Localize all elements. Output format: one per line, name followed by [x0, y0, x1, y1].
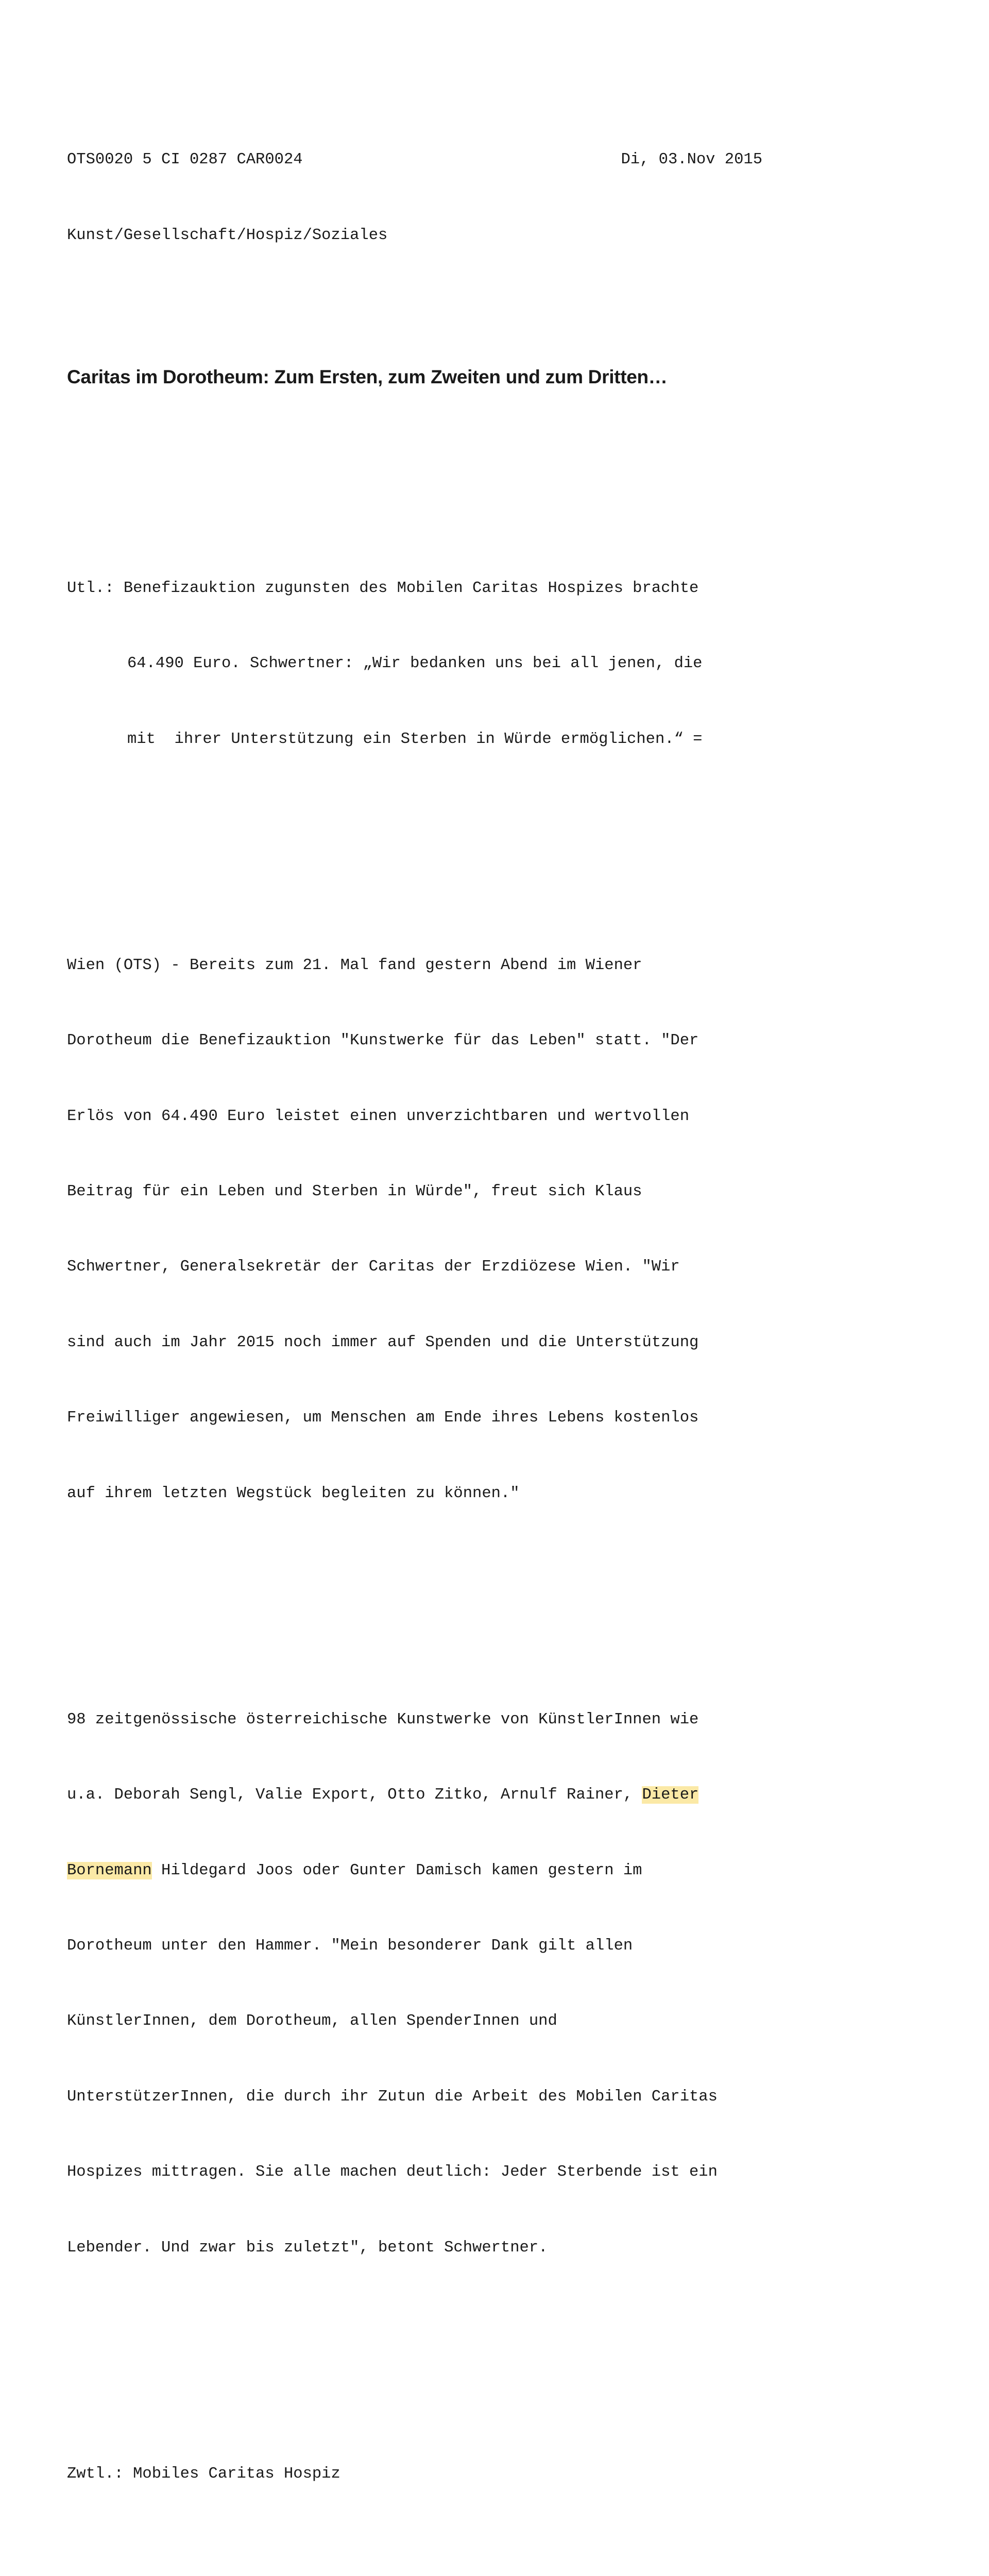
- subtitle-line: mit ihrer Unterstützung ein Sterben in Würde ermöglichen.“ =: [127, 730, 703, 748]
- press-release: [67, 72, 762, 2576]
- page-title: Caritas im Dorotheum: Zum Ersten, zum Zweiten und zum Dritten…: [67, 366, 668, 387]
- text-line: Lebender. Und zwar bis zuletzt", betont Schwertner.: [67, 2239, 548, 2257]
- ots-code: OTS0020 5 CI 0287 CAR0024: [67, 151, 303, 169]
- interheading: [67, 2411, 762, 2537]
- header-row: [67, 147, 762, 173]
- text-line: [67, 1858, 762, 1884]
- categories: Kunst/Gesellschaft/Hospiz/Soziales: [67, 226, 388, 244]
- text-line: KünstlerInnen, dem Dorotheum, allen SpenderInnen und: [67, 2012, 557, 2030]
- subtitle-line: Utl.: Benefizauktion zugunsten des Mobilen Caritas Hospizes brachte: [67, 579, 699, 597]
- highlighted-name: Dieter: [642, 1786, 699, 1804]
- text-line: Erlös von 64.490 Euro leistet einen unverzichtbaren und wertvollen: [67, 1107, 689, 1125]
- subtitle: [67, 526, 762, 802]
- text-line: auf ihrem letzten Wegstück begleiten zu können.": [67, 1484, 520, 1502]
- text-line: [67, 1783, 762, 1808]
- text-segment: u.a. Deborah Sengl, Valie Export, Otto Zitko, Arnulf Rainer,: [67, 1786, 642, 1804]
- release-date: Di, 03.Nov 2015: [621, 151, 762, 169]
- text-line: sind auch im Jahr 2015 noch immer auf Spenden und die Unterstützung: [67, 1333, 699, 1351]
- text-line: Schwertner, Generalsekretär der Caritas der Erzdiözese Wien. "Wir: [67, 1258, 680, 1276]
- paragraph-intro: [67, 903, 762, 1556]
- interheading-text: Zwtl.: Mobiles Caritas Hospiz: [67, 2465, 340, 2483]
- text-line: Dorotheum die Benefizauktion "Kunstwerke für das Leben" statt. "Der: [67, 1032, 699, 1050]
- highlighted-name: Bornemann: [67, 1861, 152, 1879]
- paragraph-artists: [67, 1657, 762, 2311]
- text-line: Hospizes mittragen. Sie alle machen deutlich: Jeder Sterbende ist ein: [67, 2163, 718, 2181]
- text-line: Beitrag für ein Leben und Sterben in Würde", freut sich Klaus: [67, 1183, 642, 1201]
- text-segment: Hildegard Joos oder Gunter Damisch kamen gestern im: [151, 1861, 642, 1879]
- text-line: Freiwilliger angewiesen, um Menschen am Ende ihres Lebens kostenlos: [67, 1409, 699, 1427]
- text-line: UnterstützerInnen, die durch ihr Zutun die Arbeit des Mobilen Caritas: [67, 2088, 718, 2106]
- text-line: Wien (OTS) - Bereits zum 21. Mal fand gestern Abend im Wiener: [67, 956, 642, 974]
- subtitle-line: 64.490 Euro. Schwertner: „Wir bedanken uns bei all jenen, die: [127, 655, 703, 673]
- text-line: 98 zeitgenössische österreichische Kunstwerke von KünstlerInnen wie: [67, 1710, 699, 1728]
- text-line: Dorotheum unter den Hammer. "Mein besonderer Dank gilt allen: [67, 1937, 633, 1955]
